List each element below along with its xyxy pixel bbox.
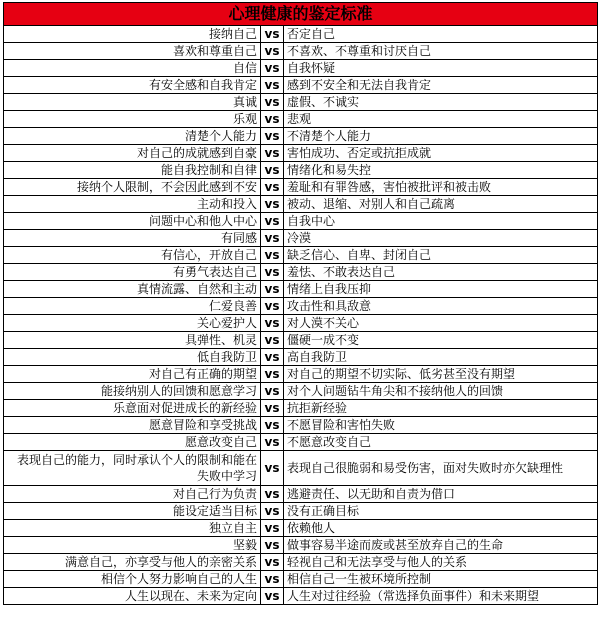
title-row [4,3,598,26]
versus-cell: vs [261,264,284,281]
unhealthy-trait-cell: 做事容易半途而废或甚至放弃自己的生命 [284,537,598,554]
table-row [4,571,598,588]
table-row [4,315,598,332]
healthy-trait-cell: 主动和投入 [4,196,261,213]
unhealthy-trait-cell: 否定自己 [284,26,598,43]
unhealthy-trait-cell: 害怕成功、否定或抗拒成就 [284,145,598,162]
versus-cell: vs [261,230,284,247]
versus-cell: vs [261,247,284,264]
table-row [4,230,598,247]
versus-cell: vs [261,503,284,520]
versus-cell: vs [261,349,284,366]
table-row [4,128,598,145]
unhealthy-trait-cell: 自我中心 [284,213,598,230]
table-row [4,383,598,400]
versus-cell: vs [261,537,284,554]
unhealthy-trait-cell: 冷漠 [284,230,598,247]
table-row [4,520,598,537]
healthy-trait-cell: 接纳个人限制，不会因此感到不安 [4,179,261,196]
table-row [4,554,598,571]
table-row [4,111,598,128]
table-row [4,349,598,366]
table-row [4,537,598,554]
unhealthy-trait-cell: 攻击性和具敌意 [284,298,598,315]
healthy-trait-cell: 人生以现在、未来为定向 [4,588,261,605]
versus-cell: vs [261,400,284,417]
healthy-trait-cell: 喜欢和尊重自己 [4,43,261,60]
table-row [4,60,598,77]
healthy-trait-cell: 接纳自己 [4,26,261,43]
healthy-trait-cell: 独立自主 [4,520,261,537]
table-row [4,179,598,196]
table-row [4,43,598,60]
versus-cell: vs [261,434,284,451]
table-row [4,196,598,213]
table-row [4,451,598,486]
unhealthy-trait-cell: 不愿冒险和害怕失败 [284,417,598,434]
unhealthy-trait-cell: 被动、退缩、对别人和自己疏离 [284,196,598,213]
unhealthy-trait-cell: 羞耻和有罪咎感，害怕被批评和被击败 [284,179,598,196]
healthy-trait-cell: 对自己的成就感到自豪 [4,145,261,162]
healthy-trait-cell: 愿意改变自己 [4,434,261,451]
versus-cell: vs [261,554,284,571]
versus-cell: vs [261,486,284,503]
unhealthy-trait-cell: 高自我防卫 [284,349,598,366]
versus-cell: vs [261,26,284,43]
table-row [4,366,598,383]
healthy-trait-cell: 有安全感和自我肯定 [4,77,261,94]
unhealthy-trait-cell: 表现自己很脆弱和易受伤害，面对失败时亦欠缺理性 [284,451,598,486]
table-row [4,503,598,520]
unhealthy-trait-cell: 自我怀疑 [284,60,598,77]
table-row [4,400,598,417]
unhealthy-trait-cell: 对人漠不关心 [284,315,598,332]
versus-cell: vs [261,332,284,349]
versus-cell: vs [261,451,284,486]
unhealthy-trait-cell: 人生对过往经验（常选择负面事件）和未来期望 [284,588,598,605]
unhealthy-trait-cell: 对自己的期望不切实际、低劣甚至没有期望 [284,366,598,383]
healthy-trait-cell: 能接纳别人的回馈和愿意学习 [4,383,261,400]
versus-cell: vs [261,588,284,605]
table-row [4,281,598,298]
table-row [4,332,598,349]
versus-cell: vs [261,77,284,94]
table-row [4,145,598,162]
unhealthy-trait-cell: 轻视自己和无法享受与他人的关系 [284,554,598,571]
versus-cell: vs [261,179,284,196]
healthy-trait-cell: 乐观 [4,111,261,128]
versus-cell: vs [261,128,284,145]
healthy-trait-cell: 表现自己的能力，同时承认个人的限制和能在失败中学习 [4,451,261,486]
table-row [4,26,598,43]
healthy-trait-cell: 具弹性、机灵 [4,332,261,349]
versus-cell: vs [261,520,284,537]
healthy-trait-cell: 真诚 [4,94,261,111]
table-row [4,298,598,315]
table-row [4,94,598,111]
versus-cell: vs [261,315,284,332]
healthy-trait-cell: 能自我控制和自律 [4,162,261,179]
healthy-trait-cell: 有勇气表达自己 [4,264,261,281]
table-row [4,162,598,179]
healthy-trait-cell: 仁爱良善 [4,298,261,315]
table-title: 心理健康的鉴定标准 [4,3,598,26]
healthy-trait-cell: 低自我防卫 [4,349,261,366]
healthy-trait-cell: 坚毅 [4,537,261,554]
versus-cell: vs [261,383,284,400]
table-row [4,434,598,451]
versus-cell: vs [261,298,284,315]
table-row [4,264,598,281]
unhealthy-trait-cell: 情绪上自我压抑 [284,281,598,298]
healthy-trait-cell: 有同感 [4,230,261,247]
healthy-trait-cell: 清楚个人能力 [4,128,261,145]
unhealthy-trait-cell: 相信自己一生被环境所控制 [284,571,598,588]
versus-cell: vs [261,43,284,60]
unhealthy-trait-cell: 逃避责任、以无助和自责为借口 [284,486,598,503]
table-row [4,247,598,264]
healthy-trait-cell: 对自己行为负责 [4,486,261,503]
healthy-trait-cell: 有信心，开放自己 [4,247,261,264]
standards-table [3,2,598,605]
unhealthy-trait-cell: 抗拒新经验 [284,400,598,417]
healthy-trait-cell: 能设定适当目标 [4,503,261,520]
versus-cell: vs [261,213,284,230]
table-row [4,588,598,605]
healthy-trait-cell: 关心爱护人 [4,315,261,332]
versus-cell: vs [261,145,284,162]
healthy-trait-cell: 乐意面对促进成长的新经验 [4,400,261,417]
healthy-trait-cell: 自信 [4,60,261,77]
unhealthy-trait-cell: 悲观 [284,111,598,128]
unhealthy-trait-cell: 羞怯、不敢表达自己 [284,264,598,281]
unhealthy-trait-cell: 依赖他人 [284,520,598,537]
table-row [4,417,598,434]
unhealthy-trait-cell: 感到不安全和无法自我肯定 [284,77,598,94]
healthy-trait-cell: 相信个人努力影响自己的人生 [4,571,261,588]
versus-cell: vs [261,417,284,434]
standards-table-body [4,3,598,605]
healthy-trait-cell: 愿意冒险和享受挑战 [4,417,261,434]
unhealthy-trait-cell: 不喜欢、不尊重和讨厌自己 [284,43,598,60]
unhealthy-trait-cell: 不清楚个人能力 [284,128,598,145]
unhealthy-trait-cell: 僵硬一成不变 [284,332,598,349]
versus-cell: vs [261,60,284,77]
versus-cell: vs [261,196,284,213]
versus-cell: vs [261,281,284,298]
unhealthy-trait-cell: 对个人问题钻牛角尖和不接纳他人的回馈 [284,383,598,400]
versus-cell: vs [261,111,284,128]
versus-cell: vs [261,94,284,111]
versus-cell: vs [261,571,284,588]
unhealthy-trait-cell: 不愿意改变自己 [284,434,598,451]
healthy-trait-cell: 满意自己，亦享受与他人的亲密关系 [4,554,261,571]
unhealthy-trait-cell: 情绪化和易失控 [284,162,598,179]
table-row [4,486,598,503]
table-row [4,77,598,94]
versus-cell: vs [261,162,284,179]
healthy-trait-cell: 问题中心和他人中心 [4,213,261,230]
unhealthy-trait-cell: 没有正确目标 [284,503,598,520]
unhealthy-trait-cell: 缺乏信心、自卑、封闭自己 [284,247,598,264]
table-row [4,213,598,230]
unhealthy-trait-cell: 虚假、不诚实 [284,94,598,111]
healthy-trait-cell: 真情流露、自然和主动 [4,281,261,298]
versus-cell: vs [261,366,284,383]
healthy-trait-cell: 对自己有正确的期望 [4,366,261,383]
